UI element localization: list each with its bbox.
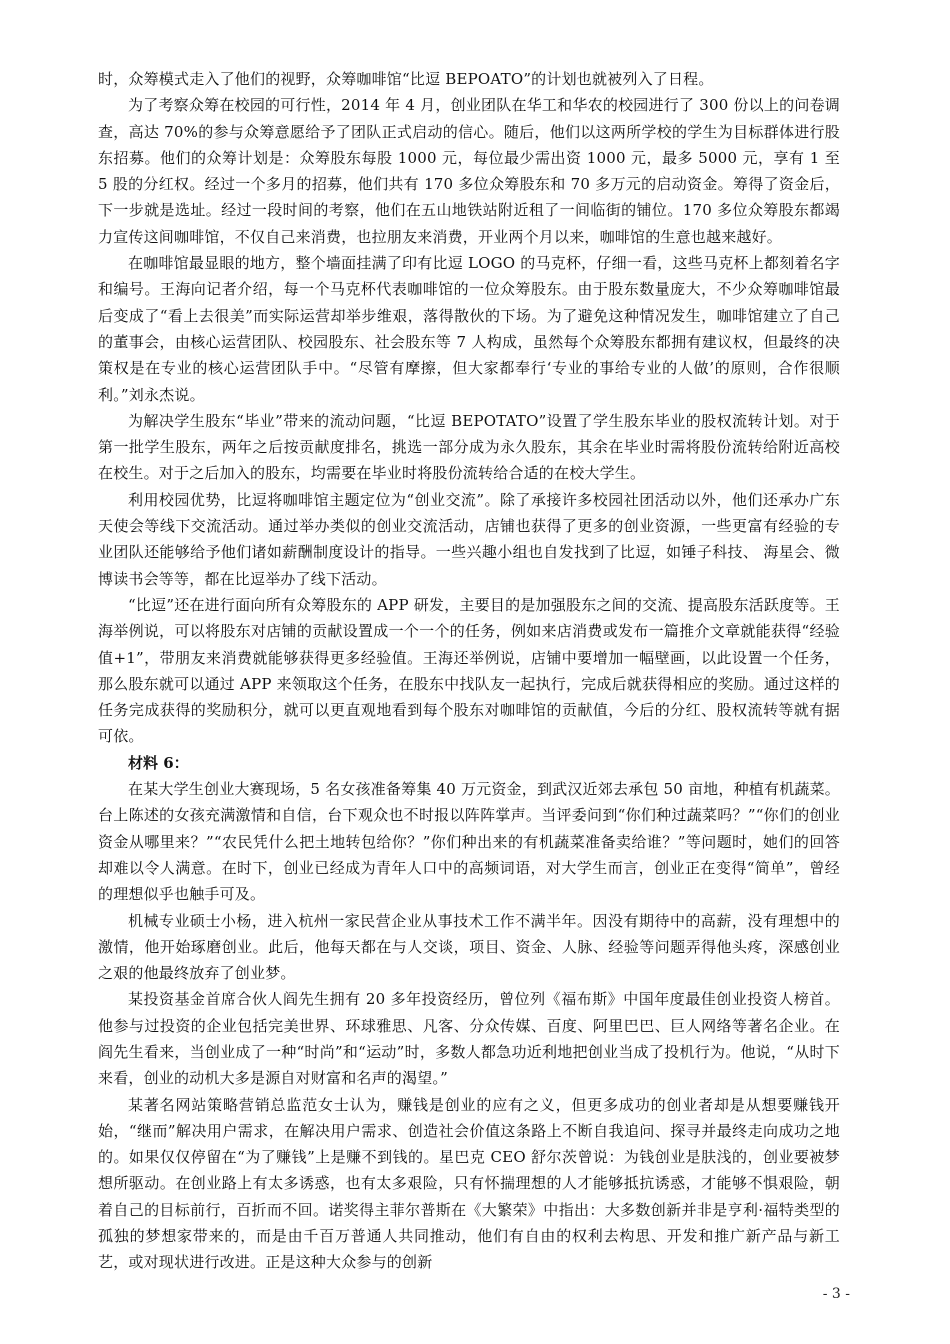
paragraph-continuation: 时，众筹模式走入了他们的视野，众筹咖啡馆“比逗 BEPOATO”的计划也就被列入了日程。 — [98, 70, 714, 88]
paragraph-share-transfer: 为解决学生股东“毕业”带来的流动问题，“比逗 BEPOTATO”设置了学生股东毕业的股权流转计划。对于第一批学生股东，两年之后按贡献度排名，挑选一部分成为永久股东，其余在毕业时需将股份流转给附近高校在校生。对于之后加入的股东，均需要在毕业时将股份流转给合适的在校大学生。 — [98, 411, 840, 483]
paragraph-startup-exchange: 利用校园优势，比逗将咖啡馆主题定位为“创业交流”。除了承接许多校园社团活动以外，他们还承办广东天使会等线下交流活动。通过举办类似的创业交流活动，店铺也获得了更多的创业资源，一些更富有经验的专业团队还能够给予他们诸如薪酬制度设计的指导。一些兴趣小组也自发找到了比逗，如锤子科技、 海星会、微博读书会等等，都在比逗举办了线下活动。 — [98, 490, 840, 588]
page-number: - 3 - — [822, 1286, 850, 1302]
paragraph-crowdfunding-survey: 为了考察众筹在校园的可行性，2014 年 4 月，创业团队在华工和华农的校园进行了 300 份以上的问卷调查，高达 70%的参与众筹意愿给予了团队正式启动的信心。随后，他们以这两所学校的学生为目标群体进行股东招募。他们的众筹计划是：众筹股东每股 1000 元，每位最少需出资 1000 元，最多 5000 元，享有 1 至 5 股的分红权。经过一个多月的招募，他们共有 170 多位众筹股东和 70 多万元的启动资金。筹得了资金后，下一步就是选址。经过一段时间的考察，他们在五山地铁站附近租了一间临街的铺位。170 多位众筹股东都竭力宣传这间咖啡馆，不仅自己来消费，也拉朋友来消费，开业两个月以来，咖啡馆的生意也越来越好。 — [98, 96, 840, 246]
paragraph-marketing-director: 某著名网站策略营销总监范女士认为，赚钱是创业的应有之义，但更多成功的创业者却是从想要赚钱开始，“继而”解决用户需求，在解决用户需求、创造社会价值这条路上不断自我追问、探寻并最终走向成功之地的。如果仅仅停留在“为了赚钱”上是赚不到钱的。星巴克 CEO 舒尔茨曾说：为钱创业是肤浅的，创业要被梦想所驱动。在创业路上有太多诱惑，也有太多艰险，只有怀揣理想的人才能够抵抗诱惑，才能够不惧艰险，朝着自己的目标前行，百折而不回。诺奖得主菲尔普斯在《大繁荣》中指出：大多数创新并非是亨利·福特类型的孤独的梦想家带来的，而是由千百万普通人共同推动，他们有自由的权利去构思、开发和推广新产品与新工艺，或对现状进行改进。正是这种大众参与的创新 — [98, 1095, 840, 1272]
paragraph-investor-yan: 某投资基金首席合伙人阎先生拥有 20 多年投资经历，曾位列《福布斯》中国年度最佳创业投资人榜首。他参与过投资的企业包括完美世界、环球雅思、凡客、分众传媒、百度、阿里巴巴、巨人网络等著名企业。在阎先生看来，当创业成了一种“时尚”和“运动”时，多数人都急功近利地把创业当成了投机行为。他说，“从时下来看，创业的动机大多是源自对财富和名声的渴望。” — [98, 990, 840, 1088]
paragraph-xiao-yang: 机械专业硕士小杨，进入杭州一家民营企业从事技术工作不满半年。因没有期待中的高薪，没有理想中的激情，他开始琢磨创业。此后，他每天都在与人交谈，项目、资金、人脉、经验等问题弄得他头疼，深感创业之艰的他最终放弃了创业梦。 — [98, 911, 840, 983]
paragraph-competition: 在某大学生创业大赛现场，5 名女孩准备筹集 40 万元资金，到武汉近郊去承包 50 亩地，种植有机蔬菜。台上陈述的女孩充满激情和自信，台下观众也不时报以阵阵掌声。当评委问到“你们种过蔬菜吗？”“你们的创业资金从哪里来？”“农民凭什么把土地转包给你？”你们种出来的有机蔬菜准备卖给谁？”等问题时，她们的回答却难以令人满意。在时下，创业已经成为青年人口中的高频词语，对大学生而言，创业正在变得“简单”，曾经的理想似乎也触手可及。 — [98, 780, 840, 904]
document-body — [98, 66, 840, 1276]
paragraph-mug-wall: 在咖啡馆最显眼的地方，整个墙面挂满了印有比逗 LOGO 的马克杯，仔细一看，这些马克杯上都刻着名字和编号。王海向记者介绍，每一个马克杯代表咖啡馆的一位众筹股东。由于股东数量庞大，不少众筹咖啡馆最后变成了“看上去很美”而实际运营却举步维艰，落得散伙的下场。为了避免这种情况发生，咖啡馆建立了自己的董事会，由核心运营团队、校园股东、社会股东等 7 人构成，虽然每个众筹股东都拥有建议权，但最终的决策权是在专业的核心运营团队手中。“尽管有摩擦，但大家都奉行‘专业的事给专业的人做’的原则，合作很顺利。”刘永杰说。 — [98, 254, 840, 404]
section-heading: 材料 6： — [128, 753, 189, 772]
paragraph-app-development: “比逗”还在进行面向所有众筹股东的 APP 研发，主要目的是加强股东之间的交流、提高股东活跃度等。王海举例说，可以将股东对店铺的贡献设置成一个一个的任务，例如来店消费或发布一篇推介文章就能获得“经验值+1”，带朋友来消费就能够获得更多经验值。王海还举例说，店铺中要增加一幅壁画，以此设置一个任务，那么股东就可以通过 APP 来领取这个任务，在股东中找队友一起执行，完成后就获得相应的奖励。通过这样的任务完成获得的奖励积分，就可以更直观地看到每个股东对咖啡馆的贡献值，今后的分红、股权流转等就有据可依。 — [98, 595, 840, 746]
